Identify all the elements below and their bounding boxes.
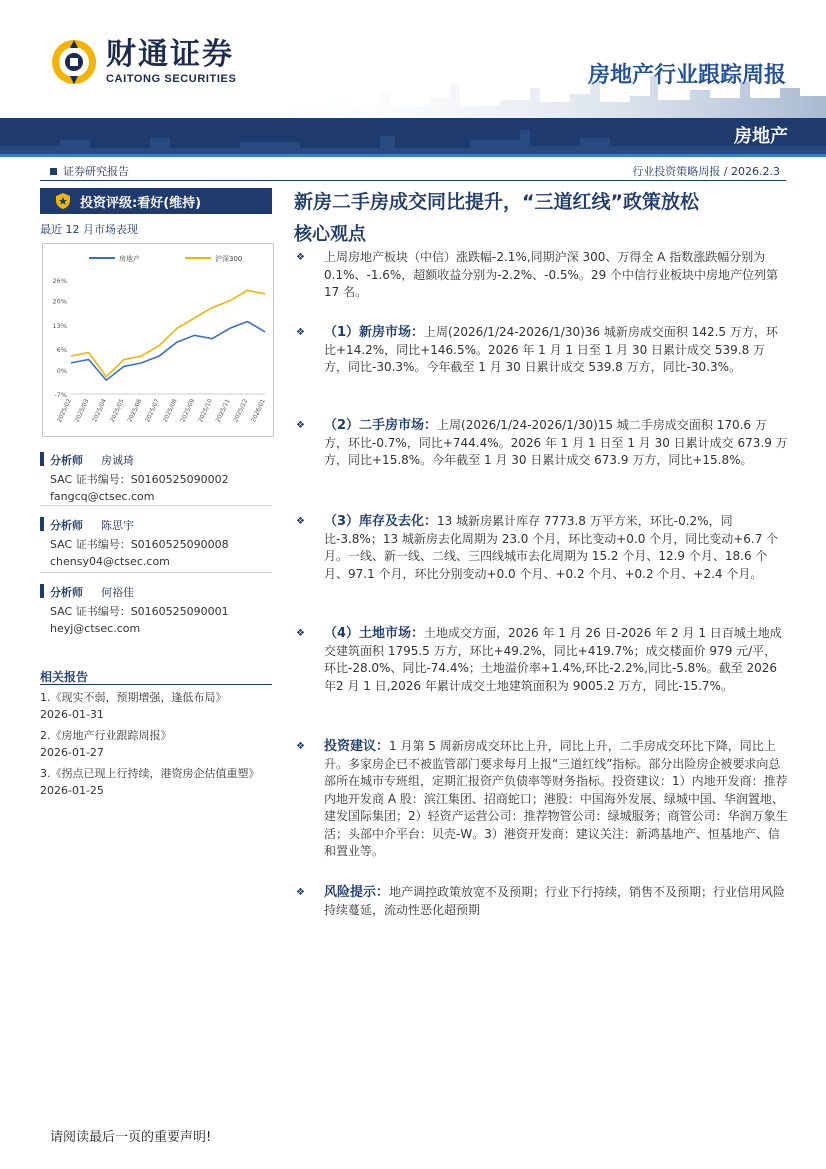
header-accent-line [0, 154, 826, 157]
land-market-paragraph [296, 625, 788, 695]
y-tick-label: -7% [54, 391, 67, 399]
report-type-label: 证券研究报告 [63, 165, 129, 178]
analyst-email[interactable]: heyj@ctsec.com [50, 622, 141, 635]
analyst-label: 分析师 [50, 586, 83, 599]
core-view-title: 核心观点 [294, 224, 366, 245]
analyst-2 [50, 517, 229, 568]
series-line-csi300 [71, 290, 265, 376]
x-tick-label: 2025/12 [232, 397, 250, 424]
divider [40, 572, 272, 573]
related-report-date: 2026-01-31 [40, 708, 104, 721]
investment-advice-paragraph [296, 738, 788, 861]
legend-label: 房地产 [119, 255, 140, 263]
x-tick-label: 2025/04 [91, 397, 109, 424]
rating-text: 投资评级:看好(维持) [80, 195, 202, 211]
analyst-bar-marker [40, 584, 44, 598]
analyst-label: 分析师 [50, 519, 83, 532]
footer-notice: 请阅读最后一页的重要声明! [50, 1130, 212, 1145]
x-tick-label: 2025/09 [179, 397, 197, 424]
x-tick-label: 2025/10 [197, 397, 214, 424]
diamond-bullet-icon: ❖ [296, 741, 305, 752]
paragraph-text: 地产调控政策放宽不及预期；行业下行持续，销售不及预期；行业信用风险持续蔓延，流动性恶化超预期 [324, 885, 786, 917]
banner-decoration [0, 118, 826, 154]
logo-mark-icon [50, 38, 98, 86]
diamond-bullet-icon: ❖ [296, 252, 305, 263]
logo-name-cn: 财通证券 [106, 37, 234, 72]
analyst-sac: SAC 证书编号：S0160525090001 [50, 605, 229, 618]
related-report-title[interactable]: 3.《拐点已现上行持续，港资房企估值重塑》 [40, 767, 260, 780]
paragraph-text: 土地成交方面，2026 年 1 月 26 日-2026 年 2 月 1 日百城土地成交建筑面积 1795.5 万方，环比+49.2%，同比+419.7%；成交楼面价 979 元/平，环比-28.0%、同比-74.4%；土地溢价率+1.4%,环比-2.2%,同比-5.8%。截至 2026 年2 月 1 日,2026 年累计成交土地建筑面积为 9005.2 万方，同比-15.7%。 [324, 626, 782, 693]
x-tick-label: 2025/08 [161, 397, 179, 424]
related-report-item[interactable] [40, 765, 276, 799]
chart-svg [43, 244, 275, 438]
paragraph-heading: （4）土地市场： [324, 626, 425, 641]
y-tick-label: 13% [52, 321, 67, 330]
diamond-bullet-icon: ❖ [296, 628, 305, 639]
paragraph-heading: 风险提示： [324, 885, 390, 900]
analyst-email[interactable]: fangcq@ctsec.com [50, 490, 155, 503]
paragraph-text: 1 月第 5 周新房成交环比上升，同比上升，二手房成交环比下降，同比上升。多家房企已不被监管部门要求每月上报“三道红线”指标。部分出险房企被要求向总部所在城市专班组，定期汇报资产负债率等财务指标。投资建议：1）内地开发商：推荐内地开发商 A 股：滨江集团、招商蛇口；港股：中国海外发展、绿城中国、华润置地、建发国际集团；2）轻资产运营公司：推荐物管公司：绿城服务；商管公司：华润万象生活；头部中介平台：贝壳-W。3）港资开发商：建议关注：新鸿基地产、恒基地产、信和置业等。 [324, 739, 788, 858]
shield-star-icon [56, 193, 70, 209]
inventory-paragraph [296, 513, 788, 583]
analyst-name: 房诚琦 [101, 454, 134, 467]
legend-label: 沪深300 [215, 255, 243, 263]
paragraph-heading: （1）新房市场： [324, 325, 425, 340]
paragraph-text: 13 城新房累计库存 7773.8 万平方米，环比-0.2%，同比-3.8%；13 城新房去化周期为 23.0 个月，环比变动+0.0 个月，同比变动+6.7 个月。一线、新一线、二线、三四线城市去化周期为 15.2 个月、12.9 个月、18.6 个月、97.1 个月，环比分别变动+0.0 个月、+0.2 个月、+0.2 个月、+2.4 个月。 [324, 514, 779, 581]
new-house-paragraph [296, 324, 788, 377]
paragraph-text: 上周房地产板块（中信）涨跌幅-2.1%,同期沪深 300、万得全 A 指数涨跌幅分别为 0.1%、-1.6%，超额收益分别为-2.2%、-0.5%。29 个中信行业板块中房地产位列第 17 名。 [324, 250, 779, 299]
analyst-3 [50, 584, 229, 635]
analyst-sac: SAC 证书编号：S0160525090008 [50, 538, 229, 551]
related-reports-list [40, 689, 276, 803]
diamond-bullet-icon: ❖ [296, 516, 305, 527]
analyst-label: 分析师 [50, 454, 83, 467]
market-performance-chart [42, 243, 274, 437]
analyst-1 [50, 452, 229, 503]
paragraph-heading: （2）二手房市场： [324, 418, 438, 433]
risk-warning-paragraph [296, 884, 788, 919]
second-hand-paragraph [296, 417, 788, 470]
series-line-real-estate [71, 322, 265, 381]
x-tick-label: 2026/01 [249, 397, 267, 424]
analyst-bar-marker [40, 517, 44, 531]
y-tick-label: 26% [52, 277, 67, 285]
square-bullet-icon [50, 168, 57, 175]
y-tick-label: 20% [52, 297, 67, 306]
divider [40, 684, 272, 685]
paragraph-heading: 投资建议： [324, 739, 390, 754]
market-performance-title: 最近 12 月市场表现 [40, 223, 138, 236]
paragraph-text: 上周(2026/1/24-2026/1/30)36 城新房成交面积 142.5 万方，环比+14.2%，同比+146.5%。2026 年 1 月 1 日至 1 月 30 日累计成交 539.8 万方，同比-30.3%。今年截至 1 月 30 日累计成交 539.8 万方，同比-30.3%。 [324, 325, 778, 374]
x-tick-label: 2025/05 [108, 397, 126, 424]
related-report-item[interactable] [40, 689, 276, 723]
diamond-bullet-icon: ❖ [296, 327, 305, 338]
report-type [50, 163, 129, 179]
report-series-title: 房地产行业跟踪周报 [587, 63, 786, 88]
x-tick-label: 2025/11 [214, 397, 232, 424]
y-tick-label: 0% [56, 366, 67, 375]
company-logo [50, 38, 236, 86]
analyst-name: 陈思宇 [101, 519, 134, 532]
investment-rating [40, 188, 272, 214]
analyst-sac: SAC 证书编号：S0160525090002 [50, 473, 229, 486]
diamond-bullet-icon: ❖ [296, 420, 305, 431]
report-header [0, 0, 826, 160]
x-tick-label: 2025/03 [73, 397, 91, 424]
paragraph-text: 上周(2026/1/24-2026/1/30)15 城二手房成交面积 170.6 万方，环比-0.7%，同比+744.4%。2026 年 1 月 1 日至 1 月 30 日累计成交 673.9 万方，同比+15.8%。今年截至 1 月 30 日累计成交 673.9 万方，同比+15.8%。 [324, 418, 788, 467]
related-report-date: 2026-01-27 [40, 746, 104, 759]
diamond-bullet-icon: ❖ [296, 887, 305, 898]
logo-name-en: CAITONG SECURITIES [106, 73, 237, 85]
summary-paragraph [296, 249, 788, 302]
related-report-title[interactable]: 1.《现实不弱，预期增强，逢低布局》 [40, 691, 227, 704]
report-meta: 行业投资策略周报 / 2026.2.3 [632, 165, 780, 178]
divider [40, 505, 272, 506]
x-tick-label: 2025/07 [144, 397, 161, 424]
related-report-date: 2026-01-25 [40, 784, 104, 797]
header-banner [0, 118, 826, 154]
related-reports-title: 相关报告 [40, 670, 89, 684]
analyst-email[interactable]: chensy04@ctsec.com [50, 555, 170, 568]
analyst-name: 何裕佳 [101, 586, 134, 599]
related-report-title[interactable]: 2.《房地产行业跟踪周报》 [40, 729, 172, 742]
report-headline: 新房二手房成交同比提升，“三道红线”政策放松 [294, 191, 699, 213]
industry-label: 房地产 [734, 126, 788, 147]
divider [40, 180, 786, 181]
related-report-item[interactable] [40, 727, 276, 761]
y-tick-label: 6% [56, 346, 67, 355]
x-tick-label: 2025/06 [126, 397, 144, 424]
x-tick-label: 2025/02 [55, 397, 73, 424]
analyst-bar-marker [40, 452, 44, 466]
paragraph-heading: （3）库存及去化： [324, 514, 438, 529]
